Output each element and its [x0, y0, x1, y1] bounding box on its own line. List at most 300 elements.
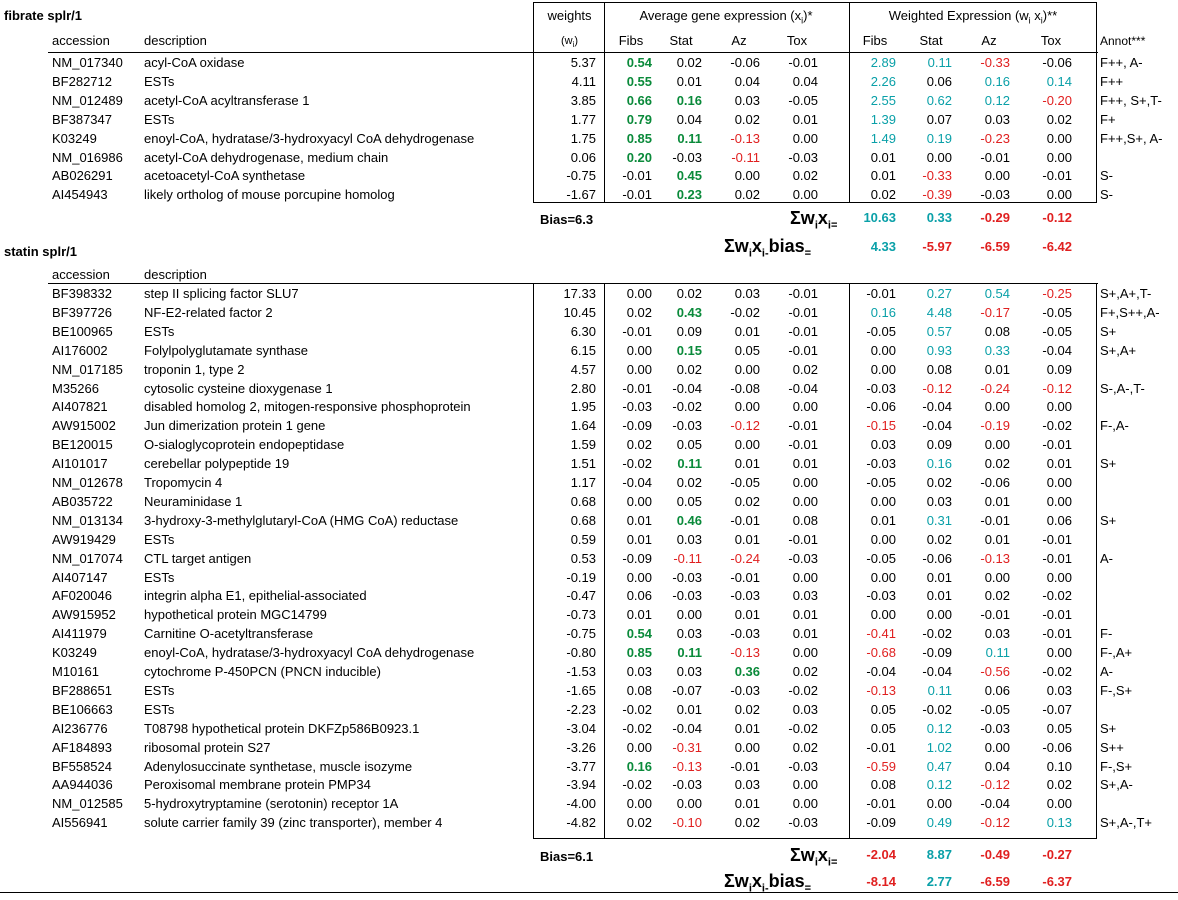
weighted-expr-cell: 0.47 — [926, 758, 952, 774]
description-cell: ESTs — [144, 682, 175, 698]
avg-expr-cell: -0.12 — [730, 418, 760, 434]
accession-header-2: accession — [52, 267, 110, 282]
annotation-cell: S+,A+,T- — [1100, 286, 1152, 301]
description-header: description — [144, 33, 207, 48]
avg-expr-cell: 0.36 — [734, 664, 760, 679]
weight-cell: -1.53 — [566, 664, 596, 679]
avg-expr-cell: -0.03 — [730, 626, 760, 642]
weighted-expr-cell: 0.02 — [870, 187, 896, 203]
avg-expr-cell: 0.01 — [792, 607, 818, 623]
description-cell: acetyl-CoA dehydrogenase, medium chain — [144, 149, 389, 165]
weighted-expr-cell: -0.20 — [1042, 92, 1072, 108]
avg-expr-cell: 0.02 — [792, 664, 818, 679]
description-cell: step II splicing factor SLU7 — [144, 286, 299, 301]
weighted-expr-cell: 0.13 — [1046, 815, 1072, 831]
weighted-expr-cell: 0.00 — [870, 531, 896, 547]
avg-expr-cell: 0.15 — [676, 342, 702, 358]
weighted-expr-cell: -0.06 — [1042, 55, 1072, 70]
avg-expr-cell: 0.02 — [676, 286, 702, 301]
avg-expr-cell: 0.00 — [626, 361, 652, 377]
accession-cell: NM_016986 — [52, 149, 123, 165]
avg-expr-cell: -0.03 — [788, 550, 818, 566]
weighted-expr-cell: 0.33 — [984, 342, 1010, 358]
avg-expr-cell: 0.03 — [792, 701, 818, 717]
weighted-expr-cell: -0.06 — [1042, 739, 1072, 755]
avg-expr-cell: -0.01 — [730, 758, 760, 774]
weighted-expr-cell: -0.17 — [980, 304, 1010, 320]
avg-expr-cell: 0.02 — [792, 361, 818, 377]
avg-expr-cell: 0.04 — [676, 111, 702, 127]
accession-header: accession — [52, 33, 110, 48]
avg-expr-cell: 0.03 — [792, 588, 818, 604]
weighted-expr-cell: 0.00 — [870, 569, 896, 585]
weighted-expr-cell: -0.04 — [980, 796, 1010, 812]
weighted-expr-cell: 0.01 — [926, 588, 952, 604]
weighted-expr-cell: 0.03 — [870, 437, 896, 453]
avg-expr-cell: 0.02 — [734, 815, 760, 831]
avg-expr-cell: -0.02 — [622, 777, 652, 793]
avg-expr-cell: 0.08 — [792, 512, 818, 528]
description-cell: cerebellar polypeptide 19 — [144, 456, 290, 472]
accession-cell: NM_012489 — [52, 92, 123, 108]
description-cell: troponin 1, type 2 — [144, 361, 245, 377]
sum-bias-value: -5.97 — [922, 239, 952, 254]
description-cell: T08798 hypothetical protein DKFZp586B0923.1 — [144, 720, 420, 736]
annotation-cell: S- — [1100, 168, 1113, 184]
annotation-cell: F+,S++,A- — [1100, 304, 1160, 320]
weighted-expr-cell: 0.00 — [1046, 569, 1072, 585]
accession-cell: AI556941 — [52, 815, 108, 831]
weighted-expr-cell: -0.56 — [980, 664, 1010, 679]
avg-expr-cell: 0.09 — [676, 323, 702, 339]
avg-expr-cell: -0.01 — [788, 531, 818, 547]
weighted-expr-cell: -0.03 — [980, 720, 1010, 736]
weighted-expr-cell: 0.19 — [926, 130, 952, 146]
avg-expr-cell: 0.01 — [734, 531, 760, 547]
weighted-expr-cell: 2.55 — [870, 92, 896, 108]
weighted-expr-cell: -0.01 — [1042, 626, 1072, 642]
description-cell: ESTs — [144, 111, 175, 127]
avg-expr-cell: -0.13 — [730, 645, 760, 661]
weight-cell: -0.75 — [566, 626, 596, 642]
avg-expr-cell: -0.13 — [730, 130, 760, 146]
weighted-expr-cell: -0.25 — [1042, 286, 1072, 301]
accession-cell: AI176002 — [52, 342, 108, 358]
avg-expr-cell: -0.01 — [622, 323, 652, 339]
accession-cell: NM_012585 — [52, 796, 123, 812]
avg-expr-cell: -0.03 — [672, 777, 702, 793]
description-cell: ESTs — [144, 569, 175, 585]
description-cell: solute carrier family 39 (zinc transporter), member 4 — [144, 815, 443, 831]
avg-expr-cell: 0.20 — [626, 149, 652, 165]
avg-expr-cell: 0.16 — [676, 92, 702, 108]
weighted-expr-cell: -0.03 — [980, 187, 1010, 203]
sum-bias-label: $\Sigma w_ix_{i-}bias_=$ — [724, 236, 812, 260]
header-rule-top — [48, 52, 1098, 53]
avg-expr-cell: -0.11 — [673, 550, 702, 566]
avg-expr-cell: 0.03 — [676, 626, 702, 642]
avg-col-header: Stat — [669, 33, 693, 48]
weighted-expr-cell: -0.01 — [980, 512, 1010, 528]
accession-cell: AB026291 — [52, 168, 113, 184]
avg-expr-cell: 0.03 — [676, 531, 702, 547]
avg-expr-cell: 0.05 — [676, 437, 702, 453]
accession-cell: BF397726 — [52, 304, 112, 320]
weighted-expr-cell: -0.12 — [980, 777, 1010, 793]
weighted-expr-cell: -0.01 — [1042, 437, 1072, 453]
description-cell: cytosolic cysteine dioxygenase 1 — [144, 380, 333, 396]
avg-expr-cell: -0.02 — [622, 701, 652, 717]
weighted-expr-cell: 0.12 — [926, 720, 952, 736]
weighted-expr-cell: 0.00 — [984, 399, 1010, 415]
description-cell: Folylpolyglutamate synthase — [144, 342, 309, 358]
weight-cell: 3.85 — [570, 92, 596, 108]
avg-expr-cell: -0.04 — [672, 380, 702, 396]
weighted-expr-cell: 0.03 — [1046, 682, 1072, 698]
weighted-expr-cell: 0.07 — [926, 111, 952, 127]
avg-expr-cell: 0.45 — [676, 168, 702, 184]
weight-cell: -3.26 — [566, 739, 596, 755]
avg-expr-cell: 0.85 — [626, 645, 652, 661]
weighted-expr-cell: 0.49 — [926, 815, 952, 831]
description-cell: likely ortholog of mouse porcupine homolog — [144, 187, 395, 203]
weighted-expr-cell: 0.08 — [984, 323, 1010, 339]
avg-expr-cell: -0.03 — [622, 399, 652, 415]
weight-cell: -3.94 — [566, 777, 596, 793]
weighted-expr-cell: 0.03 — [984, 111, 1010, 127]
accession-cell: AF184893 — [52, 739, 112, 755]
annotation-cell: A- — [1100, 550, 1113, 566]
sum-value: 10.63 — [863, 210, 896, 225]
weighted-expr-cell: 0.00 — [1046, 475, 1072, 490]
weighted-expr-cell: -0.01 — [866, 739, 896, 755]
accession-cell: NM_017074 — [52, 550, 123, 566]
description-cell: NF-E2-related factor 2 — [144, 304, 273, 320]
weighted-expr-cell: 0.00 — [926, 149, 952, 165]
description-cell: ESTs — [144, 701, 175, 717]
weighted-expr-cell: -0.07 — [1042, 701, 1072, 717]
description-cell: enoyl-CoA, hydratase/3-hydroxyacyl CoA dehydrogenase — [144, 645, 475, 661]
avg-expr-cell: 0.02 — [734, 187, 760, 203]
weight-cell: 0.53 — [570, 550, 596, 566]
weight-cell: -0.73 — [566, 607, 596, 623]
weighted-expr-cell: -0.03 — [866, 588, 896, 604]
avg-expr-header: Average gene expression $(x_i)*$ — [639, 8, 813, 26]
accession-cell: AI407147 — [52, 569, 108, 585]
weighted-expr-cell: 0.16 — [870, 304, 896, 320]
weighted-expr-cell: -0.04 — [922, 418, 952, 434]
weighted-expr-cell: 0.14 — [1046, 73, 1072, 89]
avg-expr-cell: -0.11 — [731, 149, 760, 165]
avg-expr-cell: -0.09 — [622, 550, 652, 566]
avg-expr-cell: -0.05 — [730, 475, 760, 490]
weighted-expr-cell: 0.00 — [984, 437, 1010, 453]
avg-expr-cell: 0.02 — [676, 475, 702, 490]
avg-expr-cell: 0.00 — [792, 475, 818, 490]
weighted-expr-cell: 0.02 — [926, 531, 952, 547]
weighted-col-header: Fibs — [862, 33, 888, 48]
avg-expr-cell: 0.54 — [626, 55, 652, 70]
avg-expr-cell: -0.03 — [788, 758, 818, 774]
avg-expr-cell: 0.11 — [677, 130, 702, 146]
avg-expr-cell: 0.04 — [734, 73, 760, 89]
sum-bias-label: $\Sigma w_ix_{i-}bias_=$ — [724, 871, 812, 895]
weighted-expr-cell: -0.59 — [866, 758, 896, 774]
accession-cell: BF558524 — [52, 758, 112, 774]
weight-cell: 0.59 — [570, 531, 596, 547]
avg-expr-cell: 0.46 — [676, 512, 702, 528]
description-cell: Tropomycin 4 — [144, 475, 223, 490]
avg-expr-cell: -0.03 — [730, 588, 760, 604]
avg-expr-cell: 0.00 — [792, 796, 818, 812]
avg-expr-cell: 0.11 — [677, 456, 702, 472]
avg-expr-cell: 0.00 — [626, 493, 652, 509]
weighted-expr-cell: 0.11 — [927, 55, 952, 70]
description-cell: cytochrome P-450PCN (PNCN inducible) — [144, 664, 381, 679]
avg-expr-cell: 0.03 — [734, 286, 760, 301]
weighted-expr-cell: 2.89 — [870, 55, 896, 70]
weighted-expr-cell: 0.01 — [870, 168, 896, 184]
avg-expr-cell: 0.00 — [734, 437, 760, 453]
sum-value: -0.27 — [1042, 847, 1072, 862]
avg-expr-cell: -0.01 — [788, 437, 818, 453]
description-cell: acyl-CoA oxidase — [144, 55, 245, 70]
accession-cell: AI101017 — [52, 456, 108, 472]
weighted-expr-cell: -0.15 — [866, 418, 896, 434]
section-title-fibrate: fibrate splr/1 — [4, 8, 83, 23]
weighted-expr-cell: 1.49 — [870, 130, 896, 146]
weighted-expr-cell: -0.09 — [922, 645, 952, 661]
weighted-expr-cell: 0.00 — [1046, 493, 1072, 509]
avg-expr-cell: 0.66 — [626, 92, 652, 108]
weighted-expr-cell: 0.01 — [1046, 456, 1072, 472]
avg-expr-cell: 0.08 — [626, 682, 652, 698]
avg-expr-cell: -0.04 — [788, 380, 818, 396]
bottom-rule — [0, 892, 1178, 893]
avg-expr-cell: -0.24 — [730, 550, 760, 566]
weight-cell: 10.45 — [563, 304, 596, 320]
accession-cell: M10161 — [52, 664, 99, 679]
description-cell: Neuraminidase 1 — [144, 493, 243, 509]
avg-expr-cell: 0.00 — [626, 342, 652, 358]
avg-expr-cell: -0.04 — [622, 475, 652, 490]
weighted-expr-cell: -0.09 — [866, 815, 896, 831]
avg-expr-cell: -0.08 — [730, 380, 760, 396]
weighted-expr-cell: -0.41 — [866, 626, 896, 642]
avg-expr-cell: 0.00 — [792, 130, 818, 146]
avg-expr-cell: -0.03 — [788, 815, 818, 831]
avg-expr-cell: 0.02 — [626, 304, 652, 320]
description-cell: Adenylosuccinate synthetase, muscle isozyme — [144, 758, 413, 774]
avg-expr-cell: -0.02 — [672, 399, 702, 415]
annotation-cell: S+ — [1100, 456, 1117, 472]
annotation-cell: F++,S+, A- — [1100, 130, 1163, 146]
accession-cell: AA944036 — [52, 777, 113, 793]
weighted-expr-cell: 0.06 — [1046, 512, 1072, 528]
weighted-expr-header: Weighted Expression ($w_i$ $x_i)**$ — [888, 8, 1058, 26]
weighted-expr-cell: 0.31 — [926, 512, 952, 528]
weighted-expr-cell: -0.39 — [922, 187, 952, 203]
weighted-expr-cell: 0.04 — [984, 758, 1010, 774]
weighted-expr-cell: -0.13 — [866, 682, 896, 698]
weight-cell: 0.06 — [570, 149, 596, 165]
weighted-expr-cell: -0.05 — [866, 550, 896, 566]
sum-value: -0.29 — [980, 210, 1010, 225]
description-cell: CTL target antigen — [144, 550, 252, 566]
annotation-cell: F++, S+,T- — [1100, 92, 1162, 108]
weighted-expr-cell: 0.01 — [926, 569, 952, 585]
weighted-expr-cell: 0.05 — [870, 701, 896, 717]
weight-cell: -4.00 — [566, 796, 596, 812]
weighted-expr-cell: 0.54 — [984, 286, 1010, 301]
description-cell: ESTs — [144, 73, 175, 89]
accession-cell: K03249 — [52, 130, 97, 146]
weighted-expr-cell: -0.03 — [866, 380, 896, 396]
avg-expr-cell: 0.04 — [792, 73, 818, 89]
weighted-expr-cell: -0.05 — [980, 701, 1010, 717]
weight-cell: 1.17 — [570, 475, 596, 490]
avg-expr-cell: -0.13 — [672, 758, 702, 774]
weight-cell: 1.75 — [570, 130, 596, 146]
accession-cell: K03249 — [52, 645, 97, 661]
weighted-expr-cell: 0.09 — [926, 437, 952, 453]
accession-cell: AI454943 — [52, 187, 108, 203]
description-cell: Peroxisomal membrane protein PMP34 — [144, 777, 371, 793]
accession-cell: AW919429 — [52, 531, 116, 547]
weighted-expr-cell: 0.08 — [926, 361, 952, 377]
avg-expr-cell: 0.01 — [626, 607, 652, 623]
avg-expr-cell: -0.01 — [730, 569, 760, 585]
avg-expr-cell: 0.23 — [676, 187, 702, 203]
weighted-expr-cell: 0.05 — [1046, 720, 1072, 736]
avg-expr-cell: 0.85 — [626, 130, 652, 146]
avg-expr-cell: -0.02 — [730, 304, 760, 320]
accession-cell: AW915952 — [52, 607, 116, 623]
accession-cell: BE100965 — [52, 323, 113, 339]
weighted-expr-cell: 0.06 — [984, 682, 1010, 698]
accession-cell: M35266 — [52, 380, 99, 396]
annotation-cell: F++, A- — [1100, 55, 1143, 70]
avg-col-header: Az — [731, 33, 747, 48]
avg-expr-cell: 0.03 — [676, 664, 702, 679]
sum-bias-value: 2.77 — [926, 874, 952, 889]
sum-value: 0.33 — [926, 210, 952, 225]
avg-expr-cell: -0.06 — [730, 55, 760, 70]
avg-expr-cell: -0.01 — [788, 286, 818, 301]
weighted-expr-cell: 0.00 — [1046, 187, 1072, 203]
sum-bias-value: -6.59 — [980, 239, 1010, 254]
weighted-expr-cell: 0.09 — [1046, 361, 1072, 377]
sum-label: $\Sigma w_ix_{i=}$ — [790, 845, 838, 869]
annotation-cell: A- — [1100, 664, 1113, 679]
description-cell: ribosomal protein S27 — [144, 739, 271, 755]
avg-col-header: Fibs — [618, 33, 644, 48]
weighted-expr-cell: -0.23 — [980, 130, 1010, 146]
avg-expr-cell: 0.01 — [734, 456, 760, 472]
weighted-expr-cell: 0.00 — [1046, 149, 1072, 165]
annotation-cell: F+ — [1100, 111, 1116, 127]
description-cell: hypothetical protein MGC14799 — [144, 607, 327, 623]
weighted-expr-cell: 0.00 — [984, 739, 1010, 755]
weighted-expr-cell: -0.01 — [980, 149, 1010, 165]
weighted-expr-cell: 0.12 — [984, 92, 1010, 108]
weight-cell: 4.11 — [571, 73, 596, 89]
description-cell: disabled homolog 2, mitogen-responsive phosphoprotein — [144, 399, 471, 415]
weighted-expr-cell: 0.06 — [926, 73, 952, 89]
weight-cell: -4.82 — [566, 815, 596, 831]
avg-expr-cell: 0.01 — [734, 720, 760, 736]
weighted-expr-cell: 0.10 — [1046, 758, 1072, 774]
weighted-expr-cell: 0.00 — [1046, 796, 1072, 812]
annotation-cell: F-,A+ — [1100, 645, 1133, 661]
annotation-cell: S+,A-,T+ — [1100, 815, 1153, 831]
weight-cell: -0.80 — [566, 645, 596, 661]
weighted-expr-cell: 1.02 — [926, 739, 952, 755]
avg-expr-cell: 0.00 — [626, 739, 652, 755]
avg-expr-cell: 0.00 — [792, 569, 818, 585]
sum-value: 8.87 — [926, 847, 952, 862]
sum-value: -0.12 — [1042, 210, 1072, 225]
avg-expr-cell: -0.04 — [672, 720, 702, 736]
avg-expr-cell: 0.00 — [676, 607, 702, 623]
avg-expr-cell: 0.02 — [626, 815, 652, 831]
avg-expr-cell: -0.01 — [730, 512, 760, 528]
weighted-expr-cell: -0.33 — [980, 55, 1010, 70]
weighted-expr-cell: 0.00 — [1046, 399, 1072, 415]
weight-cell: 1.64 — [570, 418, 596, 434]
weighted-expr-cell: 0.00 — [870, 607, 896, 623]
weighted-expr-cell: 0.00 — [1046, 130, 1072, 146]
weighted-expr-cell: 0.01 — [984, 493, 1010, 509]
weighted-expr-cell: -0.68 — [866, 645, 896, 661]
avg-expr-cell: -0.02 — [622, 720, 652, 736]
weighted-expr-cell: -0.13 — [980, 550, 1010, 566]
weights-sub-header: $(w_i)$ — [560, 35, 579, 50]
avg-expr-cell: -0.03 — [672, 149, 702, 165]
accession-cell: NM_017185 — [52, 361, 123, 377]
avg-expr-cell: 0.00 — [792, 399, 818, 415]
weighted-expr-cell: -0.12 — [922, 380, 952, 396]
weight-cell: 4.57 — [570, 361, 596, 377]
weight-cell: 17.33 — [563, 286, 596, 301]
weighted-expr-cell: -0.05 — [866, 475, 896, 490]
description-cell: integrin alpha E1, epithelial-associated — [144, 588, 367, 604]
weighted-expr-cell: -0.02 — [922, 626, 952, 642]
avg-expr-cell: 0.03 — [734, 777, 760, 793]
description-cell: 5-hydroxytryptamine (serotonin) receptor 1A — [144, 796, 399, 812]
avg-expr-cell: 0.01 — [734, 796, 760, 812]
avg-expr-cell: 0.16 — [626, 758, 652, 774]
weighted-expr-cell: -0.05 — [1042, 323, 1072, 339]
avg-expr-cell: 0.00 — [676, 796, 702, 812]
accession-cell: AI236776 — [52, 720, 108, 736]
weight-cell: 6.15 — [570, 342, 596, 358]
avg-expr-cell: -0.03 — [672, 588, 702, 604]
avg-expr-cell: 0.02 — [734, 493, 760, 509]
weight-cell: -1.67 — [566, 187, 596, 203]
weighted-expr-cell: 0.02 — [984, 588, 1010, 604]
weighted-expr-cell: -0.02 — [1042, 418, 1072, 434]
avg-expr-cell: -0.01 — [788, 323, 818, 339]
weight-cell: 1.59 — [570, 437, 596, 453]
avg-expr-cell: 0.43 — [676, 304, 702, 320]
weighted-expr-cell: 0.02 — [1046, 777, 1072, 793]
avg-expr-cell: -0.01 — [622, 380, 652, 396]
avg-expr-cell: 0.00 — [792, 187, 818, 203]
weighted-expr-cell: -0.19 — [980, 418, 1010, 434]
weight-cell: -0.19 — [566, 569, 596, 585]
avg-expr-cell: -0.31 — [672, 739, 702, 755]
